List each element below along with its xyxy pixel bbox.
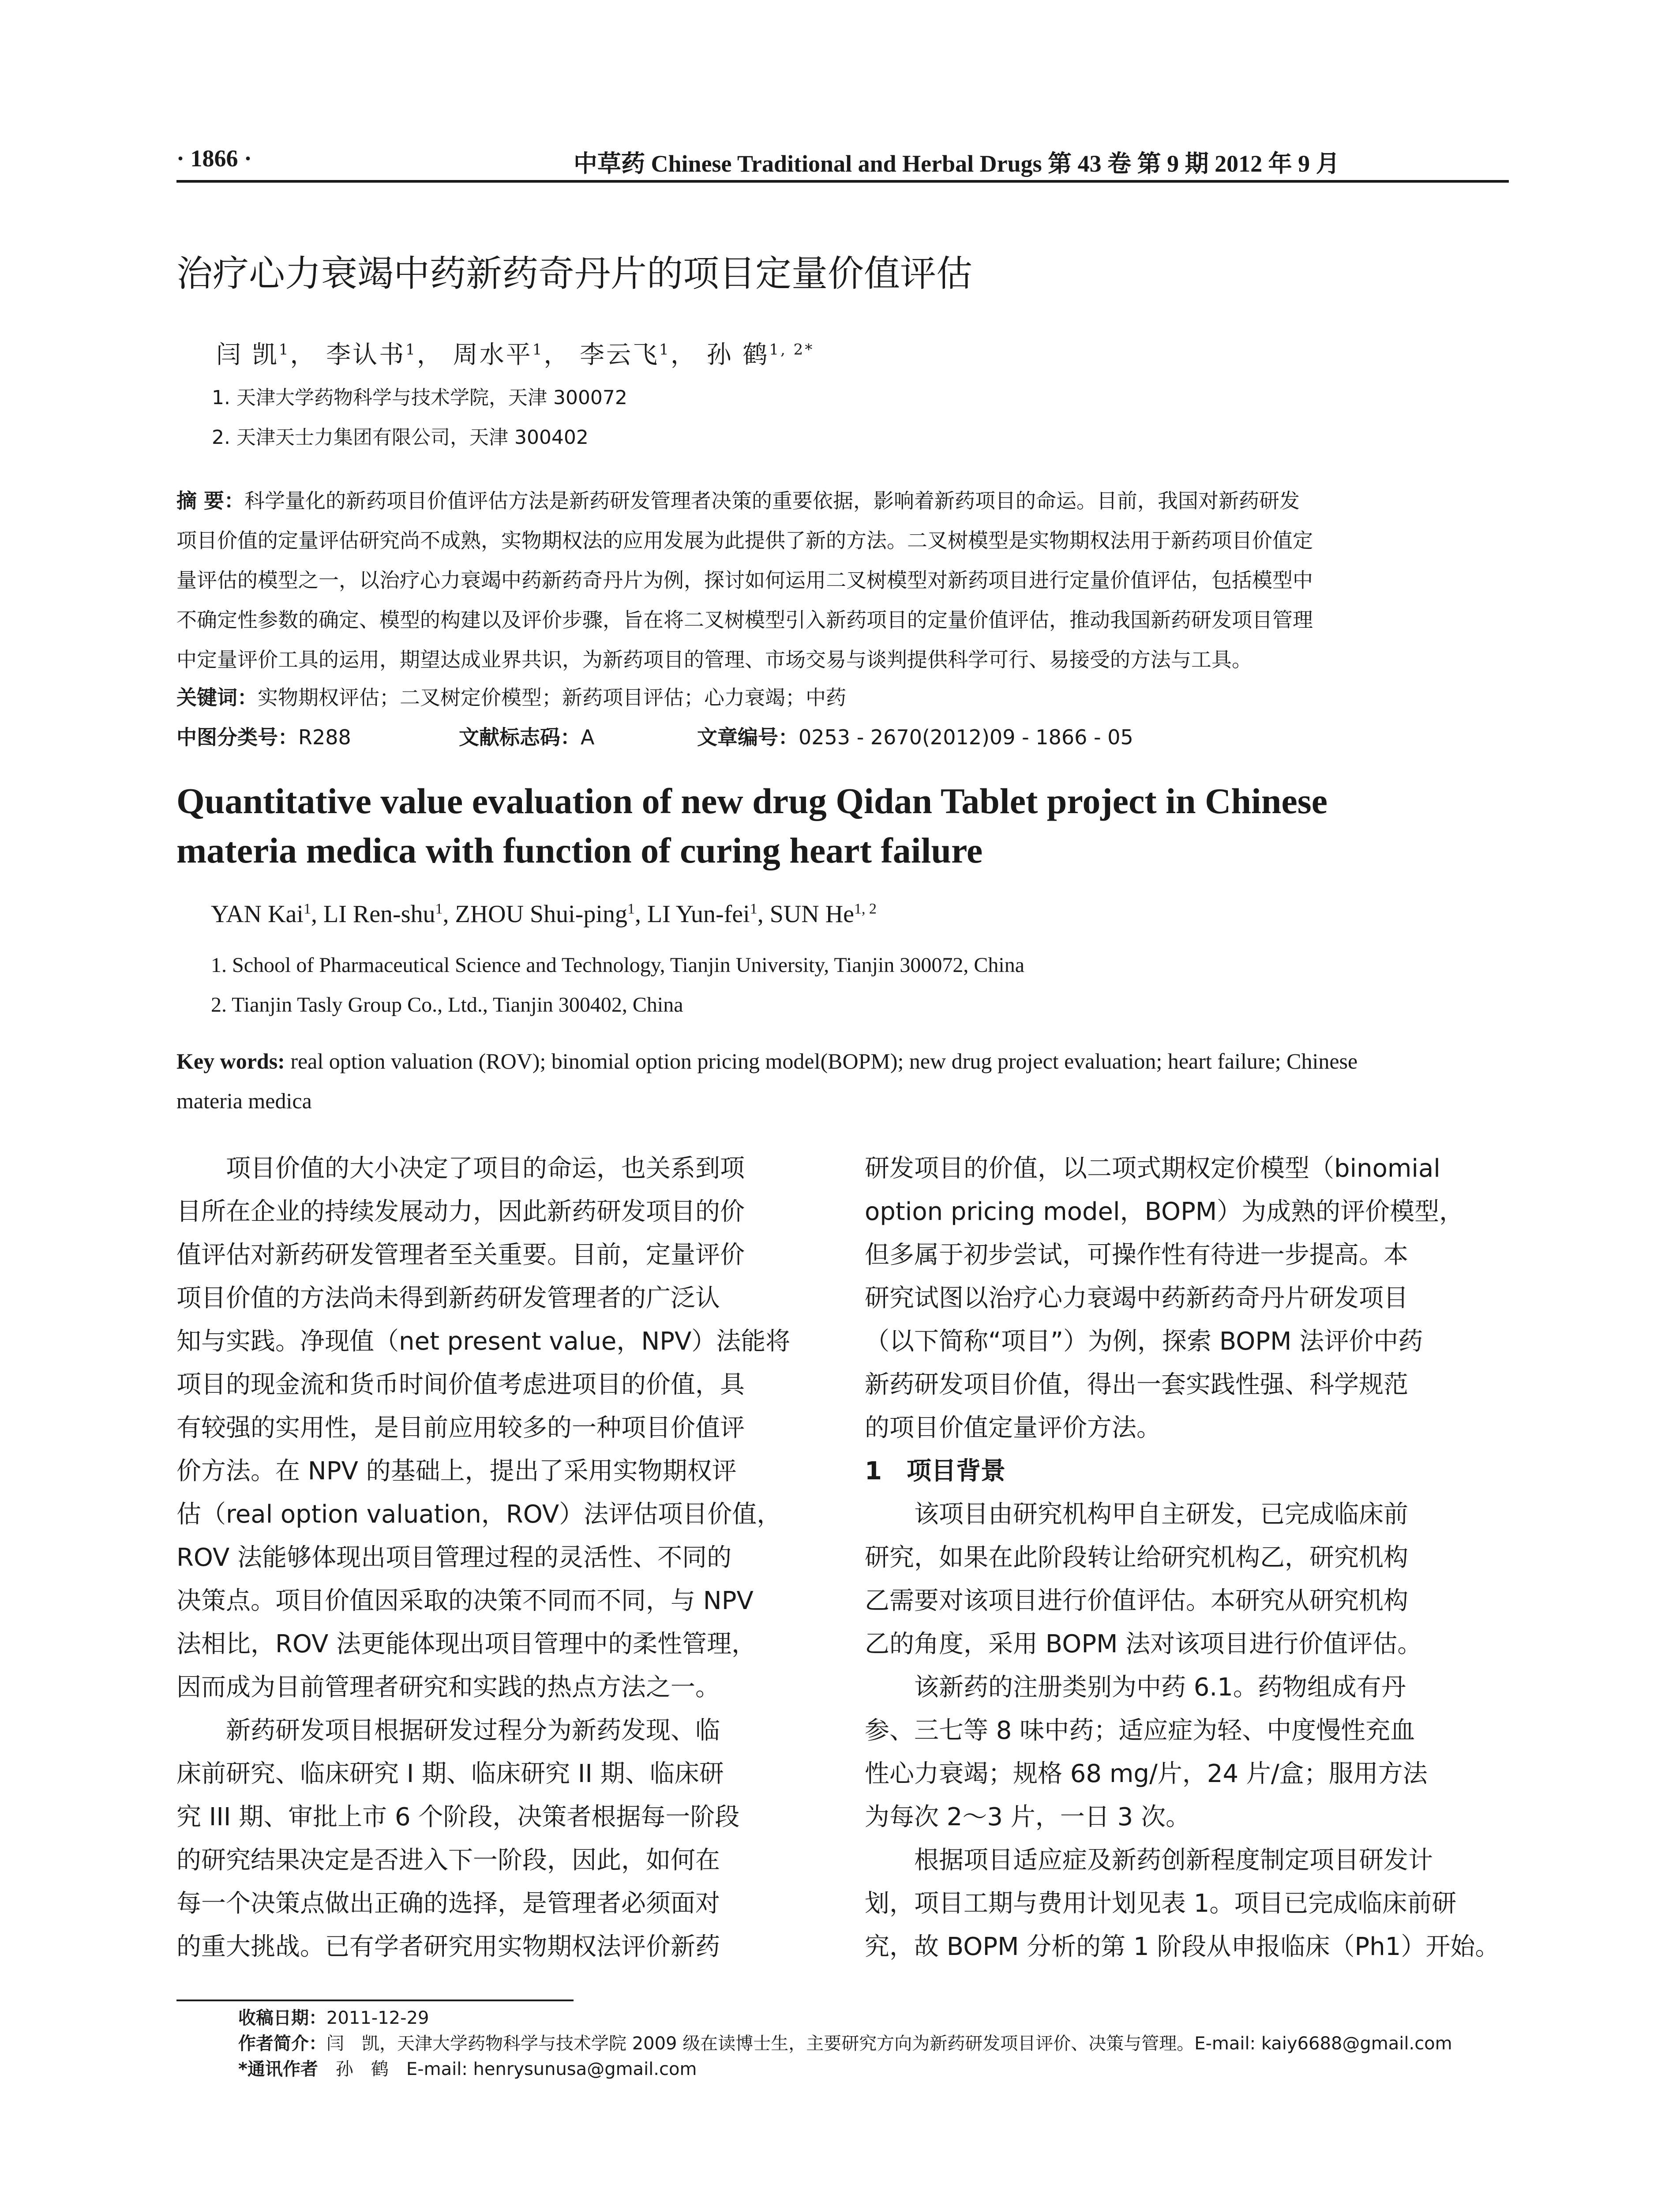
section-heading: 1 项目背景 bbox=[865, 1457, 1005, 1486]
keywords-cn-text: 实物期权评估；二叉树定价模型；新药项目评估；心力衰竭；中药 bbox=[258, 686, 846, 709]
body-line: 参、三七等 8 味中药；适应症为轻、中度慢性充血 bbox=[865, 1716, 1415, 1745]
author-name: 李认书 bbox=[326, 341, 406, 369]
author-name: 周水平 bbox=[453, 341, 532, 369]
body-line: 究 III 期、审批上市 6 个阶段，决策者根据每一阶段 bbox=[176, 1803, 740, 1831]
paper-title-cn: 治疗心力衰竭中药新药奇丹片的项目定量价值评估 bbox=[176, 253, 973, 295]
author-affil-mark: 1 bbox=[532, 341, 544, 359]
body-line: 新药研发项目根据研发过程分为新药发现、临 bbox=[176, 1716, 720, 1745]
body-line: 知与实践。净现值（net present value，NPV）法能将 bbox=[176, 1327, 791, 1356]
doc-code-label: 文献标志码： bbox=[459, 725, 581, 749]
author-name-en: SUN He bbox=[769, 900, 855, 928]
body-line: 但多属于初步尝试，可操作性有待进一步提高。本 bbox=[865, 1241, 1408, 1269]
affiliation-en-2: 2. Tianjin Tasly Group Co., Ltd., Tianjin 300402, China bbox=[211, 993, 683, 1017]
body-line: 乙的角度，采用 BOPM 法对该项目进行价值评估。 bbox=[865, 1630, 1422, 1658]
author-affil-mark: 1 bbox=[659, 341, 671, 359]
body-line: 值评估对新药研发管理者至关重要。目前，定量评价 bbox=[176, 1241, 745, 1269]
body-line: 每一个决策点做出正确的选择，是管理者必须面对 bbox=[176, 1889, 720, 1918]
paper-title-en bbox=[176, 777, 1509, 875]
author-name: 孙 鹤 bbox=[706, 341, 769, 369]
body-line: 根据项目适应症及新药创新程度制定项目研发计 bbox=[865, 1846, 1433, 1875]
body-line: 该新药的注册类别为中药 6.1。药物组成有丹 bbox=[865, 1673, 1406, 1702]
footnotes bbox=[238, 2005, 1452, 2082]
abstract-line: 中定量评价工具的运用，期望达成业界共识，为新药项目的管理、市场交易与谈判提供科学可行、易接受的方法与工具。 bbox=[176, 648, 1252, 672]
body-line: 的重大挑战。已有学者研究用实物期权法评价新药 bbox=[176, 1932, 720, 1961]
author-name-en: YAN Kai bbox=[211, 900, 304, 928]
affiliation-en-1: 1. School of Pharmaceutical Science and Technology, Tianjin University, Tianjin 300072, China bbox=[211, 953, 1024, 977]
body-line: 法相比，ROV 法更能体现出项目管理中的柔性管理， bbox=[176, 1630, 757, 1658]
body-line: 有较强的实用性，是目前应用较多的一种项目价值评 bbox=[176, 1414, 745, 1442]
keywords-cn-label: 关键词： bbox=[176, 686, 258, 709]
body-line: ROV 法能够体现出项目管理过程的灵活性、不同的 bbox=[176, 1543, 732, 1572]
author-name-en: ZHOU Shui-ping bbox=[455, 900, 627, 928]
body-line: 研究，如果在此阶段转让给研究机构乙，研究机构 bbox=[865, 1543, 1408, 1572]
author-list-cn: 闫 凯$^1$， 李认书$^1$， 周水平$^1$， 李云飞$^1$， 孙 鹤$^{1, 2*}$ bbox=[216, 341, 814, 369]
body-line: 因而成为目前管理者研究和实践的热点方法之一。 bbox=[176, 1673, 720, 1702]
body-line: 乙需要对该项目进行价值评估。本研究从研究机构 bbox=[865, 1587, 1408, 1615]
clc-label: 中图分类号： bbox=[176, 725, 298, 749]
keywords-en-label: Key words: bbox=[176, 1049, 285, 1073]
keywords-en-text: materia medica bbox=[176, 1088, 312, 1113]
author-list-en: YAN Kai$^1$, LI Ren-shu$^1$, ZHOU Shui-ping$^1$, LI Yun-fei$^1$, SUN He$^{1, 2}$ bbox=[211, 900, 877, 928]
body-line: 的项目价值定量评价方法。 bbox=[865, 1414, 1161, 1442]
body-line: 究，故 BOPM 分析的第 1 阶段从申报临床（Ph1）开始。 bbox=[865, 1932, 1500, 1961]
running-header bbox=[176, 140, 1509, 180]
body-line: 项目价值的方法尚未得到新药研发管理者的广泛认 bbox=[176, 1284, 720, 1313]
keywords-en-text: real option valuation (ROV); binomial option pricing model(BOPM); new drug project evaluation; heart failure; Chinese bbox=[290, 1049, 1358, 1073]
body-line: 研究试图以治疗心力衰竭中药新药奇丹片研发项目 bbox=[865, 1284, 1408, 1313]
affiliation-cn-1: 1. 天津大学药物科学与技术学院，天津 300072 bbox=[212, 386, 627, 409]
abstract-line: 摘 要：科学量化的新药项目价值评估方法是新药研发管理者决策的重要依据，影响着新药项目的命运。目前，我国对新药研发 bbox=[176, 489, 1300, 513]
keywords-cn bbox=[176, 682, 846, 711]
author-affil-mark: 1, 2* bbox=[769, 341, 814, 359]
author-name-en: LI Yun-fei bbox=[647, 900, 750, 928]
author-name: 闫 凯 bbox=[216, 341, 279, 369]
body-line: 目所在企业的持续发展动力，因此新药研发项目的价 bbox=[176, 1197, 745, 1226]
author-affil-mark: 1 bbox=[405, 341, 417, 359]
classification-line bbox=[176, 721, 351, 750]
body-column-left bbox=[176, 1147, 829, 1969]
body-line: 新药研发项目价值，得出一套实践性强、科学规范 bbox=[865, 1370, 1408, 1399]
title-en-line: Quantitative value evaluation of new drug Qidan Tablet project in Chinese bbox=[176, 781, 1328, 821]
title-en-line: materia medica with function of curing heart failure bbox=[176, 830, 983, 870]
author-bio: 作者简介：闫 凯，天津大学药物科学与技术学院 2009 级在读博士生，主要研究方向为新药研发项目评价、决策与管理。E-mail: kaiy6688@gmail.com bbox=[238, 2033, 1452, 2054]
journal-citation: 中草药 Chinese Traditional and Herbal Drugs 第 43 卷 第 9 期 2012 年 9 月 bbox=[574, 150, 1340, 177]
abstract-cn bbox=[176, 481, 1509, 679]
corresponding-author: *通讯作者 孙 鹤 E-mail: henrysunusa@gmail.com bbox=[238, 2059, 697, 2079]
author-name: 李云飞 bbox=[580, 341, 660, 369]
abstract-line: 量评估的模型之一，以治疗心力衰竭中药新药奇丹片为例，探讨如何运用二叉树模型对新药项目进行定量价值评估，包括模型中 bbox=[176, 568, 1313, 592]
body-line: 决策点。项目价值因采取的决策不同而不同，与 NPV bbox=[176, 1587, 754, 1615]
doc-code-value: A bbox=[581, 725, 595, 749]
body-line: 划，项目工期与费用计划见表 1。项目已完成临床前研 bbox=[865, 1889, 1457, 1918]
abstract-line: 项目价值的定量评估研究尚不成熟，实物期权法的应用发展为此提供了新的方法。二叉树模型是实物期权法用于新药项目价值定 bbox=[176, 529, 1313, 552]
body-line: 性心力衰竭；规格 68 mg/片，24 片/盒；服用方法 bbox=[865, 1760, 1428, 1788]
body-line: 床前研究、临床研究 I 期、临床研究 II 期、临床研 bbox=[176, 1760, 724, 1788]
page-number: · 1866 · bbox=[176, 145, 252, 172]
body-line: 价方法。在 NPV 的基础上，提出了采用实物期权评 bbox=[176, 1457, 737, 1486]
author-name-en: LI Ren-shu bbox=[323, 900, 435, 928]
body-line: 估（real option valuation，ROV）法评估项目价值， bbox=[176, 1500, 782, 1529]
abstract-label: 摘 要： bbox=[176, 489, 245, 513]
header-rule bbox=[176, 180, 1509, 183]
author-affil-mark: 1 bbox=[278, 341, 290, 359]
body-line: 研发项目的价值，以二项式期权定价模型（binomial bbox=[865, 1154, 1440, 1183]
clc-value: R288 bbox=[298, 725, 351, 749]
abstract-line: 不确定性参数的确定、模型的构建以及评价步骤，旨在将二叉树模型引入新药项目的定量价值评估，推动我国新药研发项目管理 bbox=[176, 608, 1313, 632]
affiliation-cn-2: 2. 天津天士力集团有限公司，天津 300402 bbox=[212, 426, 589, 449]
keywords-en bbox=[176, 1041, 1509, 1121]
body-line: 为每次 2～3 片，一日 3 次。 bbox=[865, 1803, 1191, 1831]
received-date: 收稿日期：2011-12-29 bbox=[238, 2008, 429, 2028]
body-line: option pricing model，BOPM）为成熟的评价模型， bbox=[865, 1197, 1464, 1226]
body-line: 项目的现金流和货币时间价值考虑进项目的价值，具 bbox=[176, 1370, 745, 1399]
article-number-value: 0253 - 2670(2012)09 - 1866 - 05 bbox=[799, 725, 1133, 749]
body-line: 的研究结果决定是否进入下一阶段，因此，如何在 bbox=[176, 1846, 720, 1875]
doc-code bbox=[459, 721, 594, 750]
article-number-label: 文章编号： bbox=[697, 725, 799, 749]
article-number bbox=[697, 721, 1133, 750]
body-line: （以下简称“项目”）为例，探索 BOPM 法评价中药 bbox=[865, 1327, 1423, 1356]
body-line: 项目价值的大小决定了项目的命运，也关系到项 bbox=[176, 1154, 745, 1183]
footnote-rule bbox=[176, 2000, 574, 2001]
body-line: 该项目由研究机构甲自主研发，已完成临床前 bbox=[865, 1500, 1408, 1529]
body-column-right bbox=[865, 1147, 1518, 1969]
